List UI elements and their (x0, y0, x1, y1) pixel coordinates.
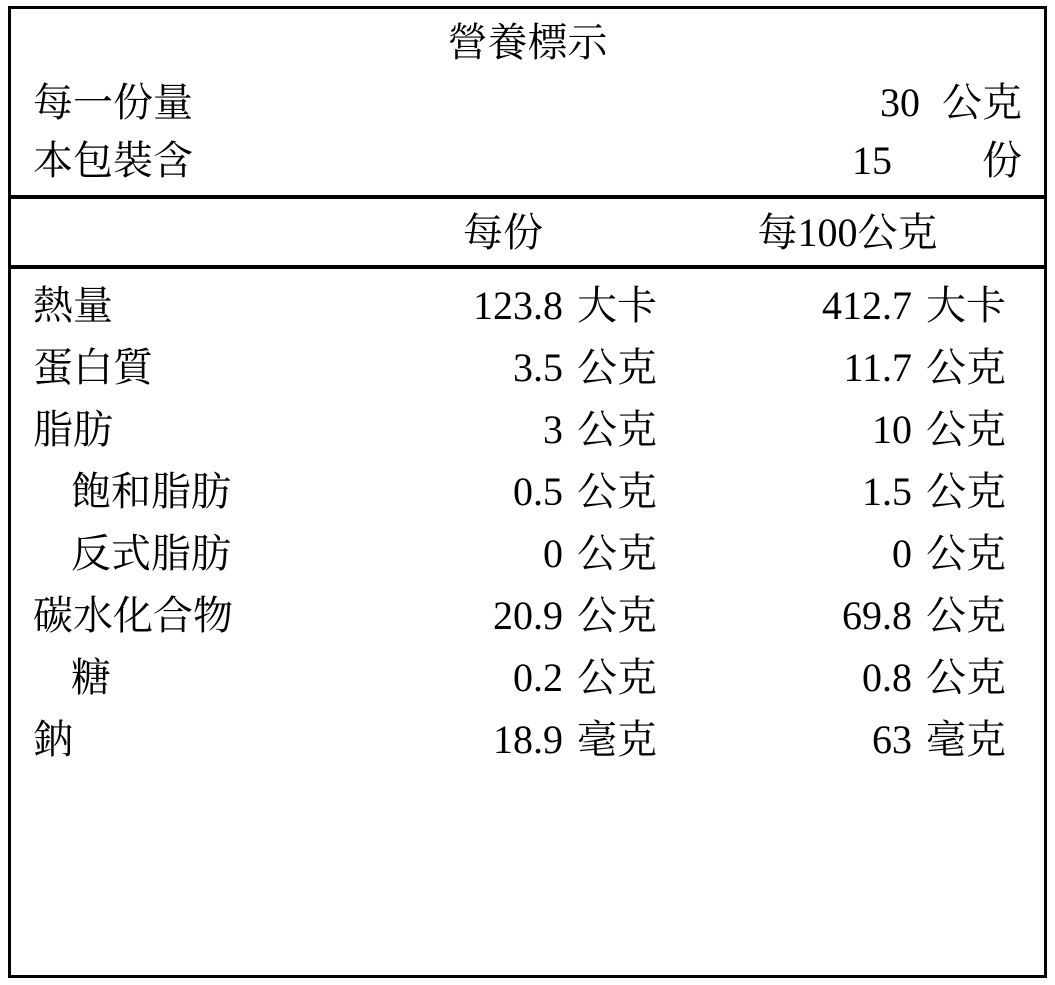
column-header-per-serving: 每份 (463, 210, 543, 255)
nutrient-per-100g-unit: 公克 (926, 345, 1006, 390)
nutrient-per-100g (673, 345, 1022, 390)
nutrient-per-100g-value: 10 (872, 407, 912, 452)
nutrient-per-100g-unit: 公克 (926, 593, 1006, 638)
column-header-row (11, 199, 1044, 265)
table-row (33, 399, 1022, 461)
nutrient-per-serving-unit: 毫克 (577, 717, 657, 762)
nutrient-per-100g-value: 0 (892, 531, 912, 576)
nutrient-per-serving (333, 283, 673, 328)
nutrient-per-serving-unit: 公克 (577, 407, 657, 452)
serving-size-value: 30 (880, 80, 920, 125)
nutrient-per-serving-unit: 公克 (577, 655, 657, 700)
serving-info-block (11, 75, 1044, 195)
nutrient-name: 鈉 (33, 717, 73, 762)
nutrient-per-100g (673, 469, 1022, 514)
nutrient-per-100g-unit: 公克 (926, 655, 1006, 700)
nutrient-per-100g (673, 593, 1022, 638)
serving-size-label: 每一份量 (33, 80, 193, 125)
nutrient-name: 糖 (71, 655, 111, 700)
table-row (33, 461, 1022, 523)
table-row (33, 585, 1022, 647)
nutrient-per-serving-unit: 公克 (577, 469, 657, 514)
nutrient-per-100g-value: 1.5 (862, 469, 912, 514)
nutrient-name: 脂肪 (33, 407, 113, 452)
nutrient-per-serving-value: 0.5 (513, 469, 563, 514)
nutrient-per-serving-value: 0 (543, 531, 563, 576)
nutrient-name: 反式脂肪 (71, 531, 231, 576)
serving-size-row (11, 75, 1044, 133)
nutrient-per-100g (673, 531, 1022, 576)
nutrient-per-serving (333, 717, 673, 762)
serving-size-value-group (193, 80, 1022, 125)
nutrient-per-100g (673, 655, 1022, 700)
nutrient-per-100g-unit: 大卡 (926, 283, 1006, 328)
nutrient-per-100g (673, 407, 1022, 452)
table-row (33, 275, 1022, 337)
nutrient-per-serving-unit: 大卡 (577, 283, 657, 328)
nutrient-per-100g-value: 412.7 (822, 283, 912, 328)
servings-per-container-value-group (193, 138, 1022, 183)
nutrient-rows (11, 269, 1044, 975)
column-header-nutrient (33, 213, 333, 253)
nutrient-per-100g (673, 283, 1022, 328)
nutrient-per-100g-unit: 公克 (926, 407, 1006, 452)
nutrient-per-100g (673, 717, 1022, 762)
nutrient-per-serving (333, 593, 673, 638)
nutrient-per-serving-value: 20.9 (493, 593, 563, 638)
nutrient-per-serving-unit: 公克 (577, 593, 657, 638)
serving-size-unit: 公克 (942, 80, 1022, 125)
nutrient-per-100g-unit: 公克 (926, 469, 1006, 514)
nutrient-name: 飽和脂肪 (71, 469, 231, 514)
nutrient-per-serving-value: 18.9 (493, 717, 563, 762)
nutrient-name: 蛋白質 (33, 345, 153, 390)
nutrient-per-100g-value: 69.8 (842, 593, 912, 638)
nutrient-per-serving-value: 123.8 (473, 283, 563, 328)
table-row (33, 523, 1022, 585)
nutrient-per-100g-unit: 毫克 (926, 717, 1006, 762)
table-row (33, 647, 1022, 709)
nutrient-per-100g-value: 63 (872, 717, 912, 762)
nutrient-per-100g-unit: 公克 (926, 531, 1006, 576)
servings-per-container-row (11, 133, 1044, 191)
nutrient-per-serving (333, 407, 673, 452)
nutrient-per-serving-unit: 公克 (577, 345, 657, 390)
nutrient-per-serving (333, 345, 673, 390)
nutrient-per-serving (333, 531, 673, 576)
nutrition-facts-panel (8, 6, 1047, 978)
servings-per-container-value: 15 (852, 138, 892, 183)
nutrient-name: 熱量 (33, 283, 113, 328)
panel-title: 營養標示 (447, 20, 608, 65)
nutrient-name: 碳水化合物 (33, 593, 233, 638)
nutrient-per-serving-value: 3 (543, 407, 563, 452)
nutrient-per-serving (333, 469, 673, 514)
column-header-per-100g: 每100公克 (757, 210, 938, 255)
table-row (33, 709, 1022, 771)
nutrient-per-100g-value: 11.7 (843, 345, 912, 390)
nutrient-per-serving-value: 0.2 (513, 655, 563, 700)
nutrient-per-100g-value: 0.8 (862, 655, 912, 700)
servings-per-container-unit: 份 (982, 138, 1022, 183)
table-row (33, 337, 1022, 399)
nutrient-per-serving (333, 655, 673, 700)
nutrient-per-serving-value: 3.5 (513, 345, 563, 390)
servings-per-container-label: 本包裝含 (33, 138, 193, 183)
nutrient-per-serving-unit: 公克 (577, 531, 657, 576)
